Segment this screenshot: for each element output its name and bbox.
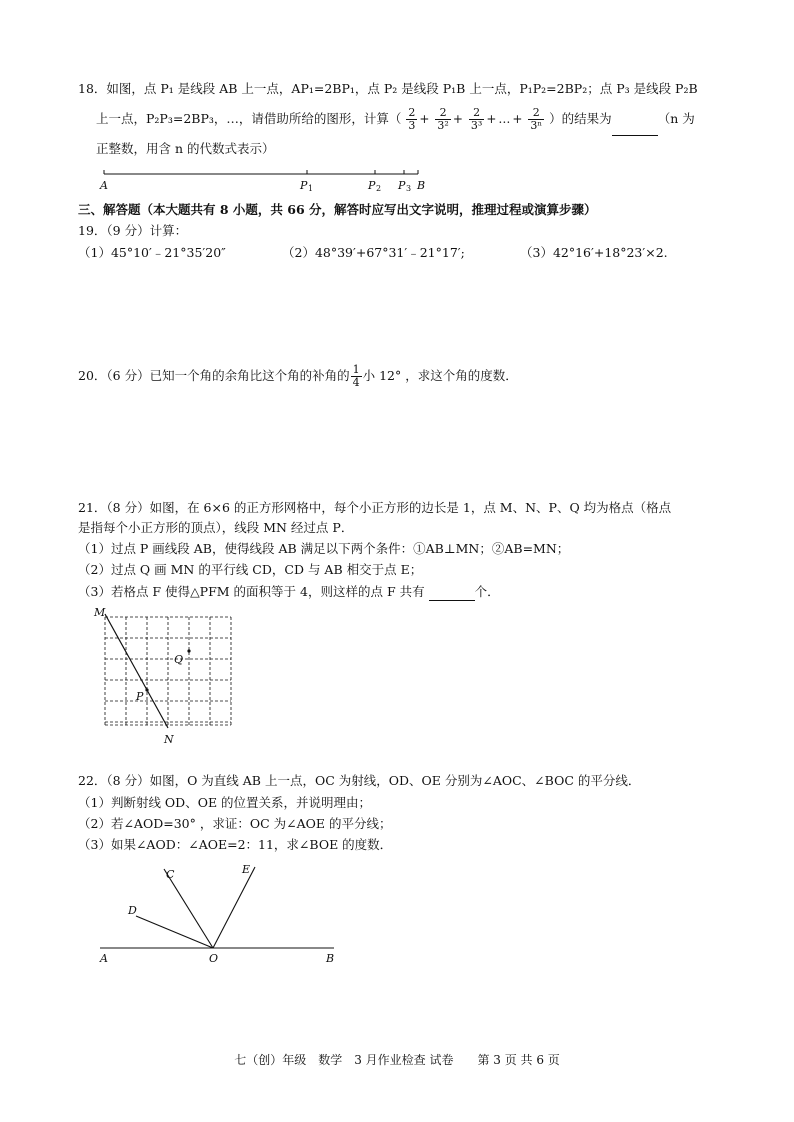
q22-angle-figure <box>92 856 352 968</box>
q18-line3: 正整数，用含 n 的代数式表示） <box>96 141 275 156</box>
q18-frac-2: $\frac{2}{\text{3²}}$ <box>437 106 449 132</box>
q21-point-Q <box>187 649 190 652</box>
q20-text-b: 小 12° ，求这个角的度数． <box>362 368 518 383</box>
q20-fraction: $\frac{1}{4}$ <box>352 363 360 389</box>
q22-label-A: A <box>100 952 108 965</box>
section-3-heading: 三、解答题（本大题共有 8 小题，共 66 分，解答时应写出文字说明，推理过程或演算步骤） <box>78 202 597 217</box>
q19-title: 19．（9 分）计算： <box>78 223 188 238</box>
q21-line1: 21．（8 分）如图，在 6×6 的正方形网格中，每个小正方形的边长是 1，点 M、N、P、Q 均为格点（格点 <box>78 500 672 515</box>
q21-part3-end: 个． <box>474 584 500 599</box>
q18-line2-start: 上一点，P₂P₃=2BP₃，…，请借助所给的图形，计算（ <box>96 111 402 126</box>
q19-part3: （3）42°16′+18°23′×2. <box>520 245 668 260</box>
q18-segment-figure <box>96 164 436 194</box>
q18-frac-1: $\frac{2}{3}$ <box>408 106 416 132</box>
q21-label-Q: Q <box>174 653 184 666</box>
q21-answer-blank[interactable] <box>429 586 475 601</box>
q21-line2: 是指每个小正方形的顶点），线段 MN 经过点 P． <box>78 520 354 535</box>
q21-grid-figure <box>92 604 242 748</box>
q18-line2-end: （n 为 <box>657 111 695 126</box>
q18-label-P2-sub: 2 <box>376 184 382 193</box>
q18-frac-n: $\frac{2}{\text{3ⁿ}}$ <box>530 106 543 132</box>
q22-label-B: B <box>326 952 335 965</box>
q22-ray-OE <box>213 867 255 948</box>
q21-label-P: P <box>136 690 144 703</box>
q18-plus-3: + <box>486 112 497 126</box>
q18-plus-4: + <box>512 112 523 126</box>
q18-label-A: A <box>100 179 108 192</box>
q22-title: 22．（8 分）如图，O 为直线 AB 上一点，OC 为射线，OD、OE 分别为∠AOC、∠BOC 的平分线． <box>78 773 641 788</box>
q22-ray-OD <box>136 916 213 948</box>
q19-part1: （1）45°10′﹣21°35′20″ <box>78 245 226 260</box>
q22-part1: （1）判断射线 OD、OE 的位置关系，并说明理由； <box>78 795 372 810</box>
q21-part1: （1）过点 P 画线段 AB，使得线段 AB 满足以下两个条件：①AB⊥MN；②AB=MN； <box>78 541 570 556</box>
q21-part3 <box>78 583 500 601</box>
q18-label-P2: P <box>368 179 376 192</box>
q20-line <box>78 360 518 392</box>
q18-answer-blank[interactable] <box>612 121 658 136</box>
q22-label-O: O <box>209 952 219 965</box>
q18-line2 <box>96 102 695 136</box>
q18-frac-3: $\frac{2}{\text{3³}}$ <box>470 106 483 132</box>
q18-plus-1: + <box>419 112 430 126</box>
q22-label-E: E <box>242 863 251 876</box>
q18-label-P1: P <box>300 179 308 192</box>
q21-point-P <box>145 688 148 691</box>
q21-label-M: M <box>94 606 106 619</box>
q19-part2: （2）48°39′+67°31′﹣21°17′; <box>282 245 465 260</box>
q18-label-P3-sub: 3 <box>406 184 412 193</box>
q21-segment-MN <box>105 614 168 728</box>
q21-part3-text: （3）若格点 F 使得△PFM 的面积等于 4，则这样的点 F 共有 <box>78 584 425 599</box>
q18-ellipsis: … <box>498 112 511 126</box>
q18-line1: 18．如图，点 P₁ 是线段 AB 上一点，AP₁=2BP₁，点 P₂ 是线段 P₁B 上一点，P₁P₂=2BP₂；点 P₃ 是线段 P₂B <box>78 81 698 96</box>
q22-part2: （2）若∠AOD=30° ，求证：OC 为∠AOE 的平分线； <box>78 816 392 831</box>
q21-part2: （2）过点 Q 画 MN 的平行线 CD，CD 与 AB 相交于点 E； <box>78 562 423 577</box>
q18-result-text: ）的结果为 <box>549 111 612 126</box>
page-footer: 七（创）年级 数学 3 月作业检查 试卷 第 3 页 共 6 页 <box>234 1053 560 1067</box>
q18-label-P3: P <box>398 179 406 192</box>
q18-plus-2: + <box>452 112 463 126</box>
q22-label-D: D <box>128 904 137 917</box>
q21-dashed-grid <box>105 617 231 725</box>
q18-label-B: B <box>417 179 426 192</box>
q18-label-P1-sub: 1 <box>308 184 314 193</box>
q20-text-a: 20．（6 分）已知一个角的余角比这个角的补角的 <box>78 368 350 383</box>
q22-label-C: C <box>166 868 175 881</box>
q22-part3: （3）如果∠AOD：∠AOE=2：11，求∠BOE 的度数． <box>78 837 393 852</box>
q21-label-N: N <box>164 733 174 746</box>
